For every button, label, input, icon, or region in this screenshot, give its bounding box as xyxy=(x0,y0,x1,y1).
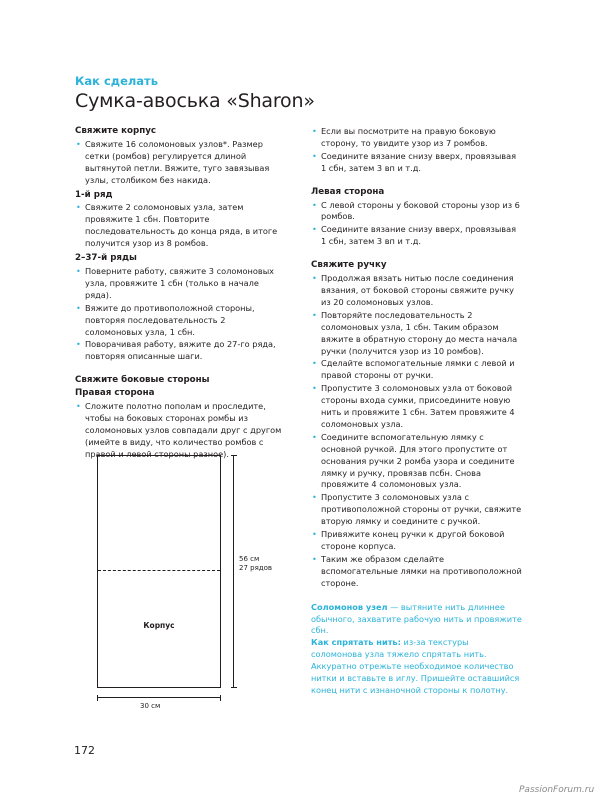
heading-right-side: Правая сторона xyxy=(75,388,155,399)
list-item: • Пропустите 3 соломоновых узла от боковой стороны входа сумки, присоедините новую нить и провяжите 1 сбн. Затем провяжите 4 соломоновых узла. xyxy=(311,383,522,431)
left-side-list xyxy=(311,200,522,249)
watermark: PassionForum.ru xyxy=(519,785,595,795)
tip-hide-thread xyxy=(311,637,522,697)
list-item: • Свяжите 2 соломоновых узла, затем провяжите 1 сбн. Повторите последовательность до конца ряда, в итоге получится узор из 8 ромбов. xyxy=(75,202,285,250)
body-list xyxy=(75,139,285,187)
heading-body: Свяжите корпус xyxy=(75,126,157,136)
height-rows: 27 рядов xyxy=(239,564,273,572)
page-title: Сумка-авоська «Sharon» xyxy=(75,90,315,112)
list-item: • Поворачивая работу, вяжите до 27-го ряда, повторяя описанные шаги. xyxy=(75,339,285,363)
footnote-text: — вытяните нить длиннее обычного, захватите рабочую нить и провяжите сбн. xyxy=(311,601,522,636)
height-label xyxy=(239,555,272,573)
left-column xyxy=(75,126,285,462)
list-item: • Вяжите до противоположной стороны, повторяя последовательность 2 соломоновых узла, 1 сбн. xyxy=(75,303,285,339)
section-kicker: Как сделать xyxy=(75,74,158,88)
heading-sides: Свяжите боковые стороны xyxy=(75,375,210,386)
list-item: • Соедините вязание снизу вверх, провязывая 1 сбн, затем 3 вп и т.д. xyxy=(311,224,522,248)
tip-text: из-за текстуры соломонова узла тяжело спрятать нить. Аккуратно отрежьте необходимое количество нитки и вставьте в иглу. Пришейте оставшийся конец нити с изнаночной стороны к полотну. xyxy=(311,637,520,695)
footnote-term: Соломонов узел xyxy=(311,601,388,612)
height-cm: 56 см xyxy=(239,555,260,563)
width-label: 30 см xyxy=(140,702,161,710)
page-number: 172 xyxy=(74,744,95,757)
tip-term: Как спрятать нить: xyxy=(311,637,401,648)
list-item: • Соедините вязание снизу вверх, провязывая 1 сбн, затем 3 вп и т.д. xyxy=(311,151,522,175)
list-item: • Привяжите конец ручки к другой боковой стороне корпуса. xyxy=(311,529,522,553)
handle-list xyxy=(311,273,522,590)
diagram-label: Корпус xyxy=(143,621,175,630)
list-item: • Пропустите 3 соломоновых узла с противоположной стороны от ручки, свяжите вторую лямку и соедините с ручкой. xyxy=(311,492,522,528)
fold-line xyxy=(98,570,220,571)
right-column xyxy=(311,126,522,697)
heading-handle: Свяжите ручку xyxy=(311,260,387,271)
row1-list xyxy=(75,202,285,250)
list-item: • Свяжите 16 соломоновых узлов*. Размер сетки (ромбов) регулируется длиной вытянутой петли. Вяжите, туго завязывая узлы, столбиком без накида. xyxy=(75,139,285,187)
heading-left-side: Левая сторона xyxy=(311,186,385,197)
list-item: • Сложите полотно пополам и проследите, чтобы на боковых сторонах ромбы из соломоновых узлов совпадали друг с другом (имейте в виду, что количество ромбов с правой и левой стороны разное). xyxy=(75,401,285,461)
list-item: • Продолжая вязать нитью после соединения вязания, от боковой стороны свяжите ручку из 20 соломоновых узлов. xyxy=(311,273,522,309)
continued-list xyxy=(311,126,522,175)
body-panel-diagram xyxy=(97,455,221,688)
right-side-list xyxy=(75,401,285,461)
footnote-solomon-knot xyxy=(311,602,522,638)
list-item: • Если вы посмотрите на правую боковую сторону, то увидите узор из 7 ромбов. xyxy=(311,126,522,150)
heading-rows-2-37: 2–37-й ряды xyxy=(75,253,137,264)
list-item: • Соедините вспомогательную лямку с основной ручкой. Для этого пропустите от основания ручки 2 ромба узора и соедините лямку и ручку, провязав псбн. Снова провяжите 4 соломоновых узла. xyxy=(311,432,522,492)
width-dimension-line xyxy=(97,697,221,698)
list-item: • Поверните работу, свяжите 3 соломоновых узла, провяжите 1 сбн (только в начале ряда). xyxy=(75,266,285,302)
list-item: • Повторяйте последовательность 2 соломоновых узла, 1 сбн. Таким образом вяжите в обратную сторону до места начала ручки (получится узор из 10 ромбов). xyxy=(311,310,522,358)
list-item: • Сделайте вспомогательные лямки с левой и правой стороны от ручки. xyxy=(311,358,522,382)
list-item: • С левой стороны у боковой стороны узор из 6 ромбов. xyxy=(311,200,522,224)
rows2-list xyxy=(75,266,285,363)
height-dimension-line xyxy=(233,455,234,688)
heading-row-1: 1-й ряд xyxy=(75,189,113,200)
list-item: • Таким же образом сделайте вспомогательные лямки на противоположной стороне. xyxy=(311,554,522,590)
